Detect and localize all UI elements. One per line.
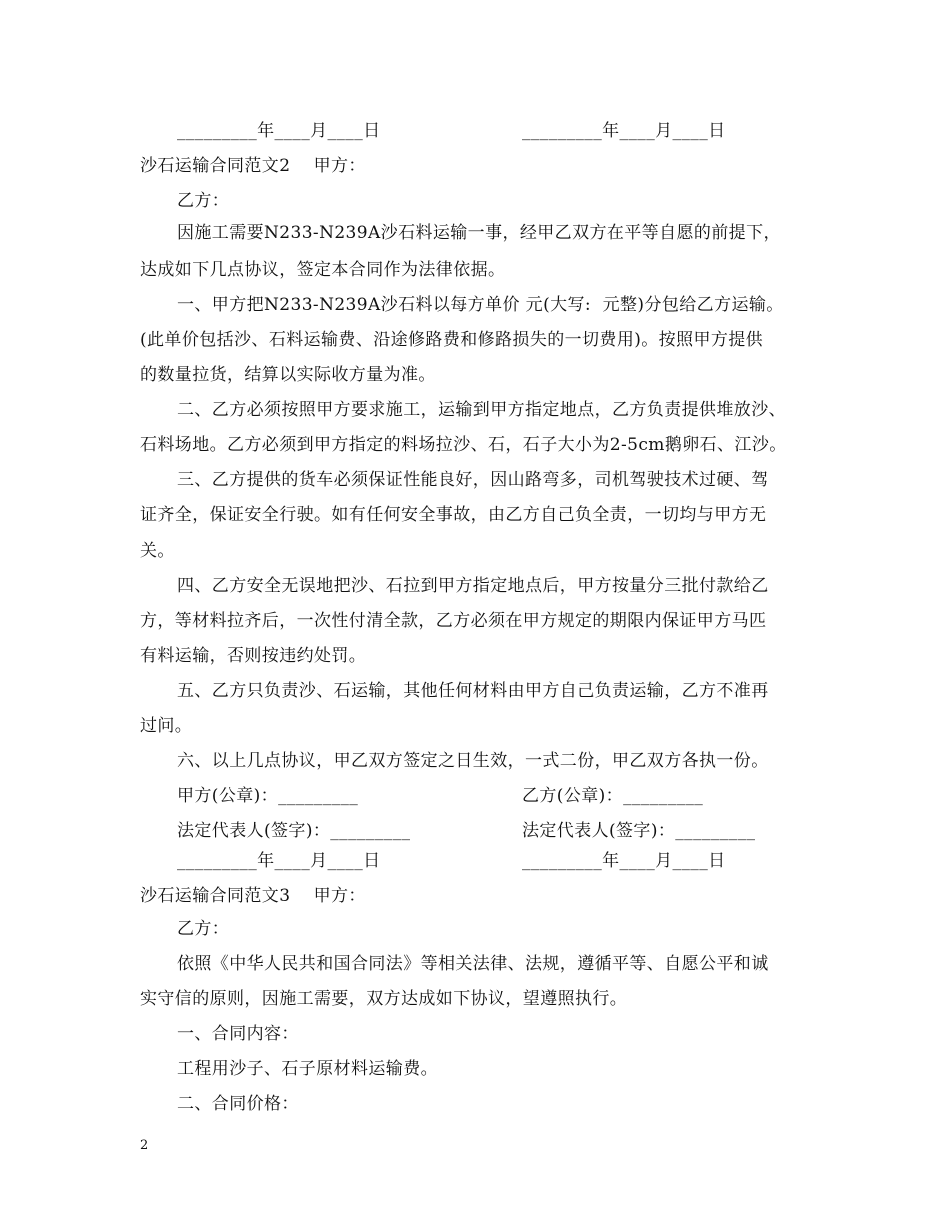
contract-2-heading: 沙石运输合同范文2 甲方： [140, 156, 366, 176]
paragraph-line: 依照《中华人民共和国合同法》等相关法律、法规，遵循平等、自愿公平和诚 [177, 954, 769, 974]
party-a-seal-line: 甲方(公章)：_________ [177, 786, 359, 806]
clause-5-line: 五、乙方只负责沙、石运输，其他任何材料由甲方自己负责运输，乙方不准再 [177, 681, 769, 701]
contract-3-heading: 沙石运输合同范文3 甲方： [140, 886, 366, 906]
date-line-left: _________年____月____日 [177, 121, 381, 141]
date-line-right: _________年____月____日 [522, 851, 726, 871]
clause-4-line: 有料运输，否则按违约处罚。 [140, 646, 367, 666]
clause-6-line: 六、以上几点协议，甲乙双方签定之日生效，一式二份，甲乙双方各执一份。 [177, 751, 769, 771]
section-heading: 二、合同价格： [177, 1094, 299, 1114]
clause-2-line: 石料场地。乙方必须到甲方指定的料场拉沙、石，石子大小为2-5cm鹅卵石、江沙。 [140, 435, 787, 455]
party-b-seal-line: 乙方(公章)：_________ [522, 786, 704, 806]
paragraph-line: 实守信的原则，因施工需要，双方达成如下协议，望遵照执行。 [140, 989, 628, 1009]
section-heading: 一、合同内容： [177, 1024, 299, 1044]
clause-2-line: 二、乙方必须按照甲方要求施工，运输到甲方指定地点，乙方负责提供堆放沙、 [177, 400, 786, 420]
clause-1-line: 一、甲方把N233-N239A沙石料以每方单价 元(大写: 元整)分包给乙方运输。 [177, 295, 784, 315]
clause-5-line: 过问。 [140, 716, 193, 736]
clause-4-line: 方，等材料拉齐后，一次性付清全款，乙方必须在甲方规定的期限内保证甲方马匹 [140, 611, 767, 631]
paragraph-line: 工程用沙子、石子原材料运输费。 [177, 1059, 438, 1079]
paragraph-line: 达成如下几点协议，签定本合同作为法律依据。 [140, 260, 506, 280]
party-b-representative: 法定代表人(签字)：_________ [522, 821, 756, 841]
clause-3-line: 三、乙方提供的货车必须保证性能良好，因山路弯多，司机驾驶技术过硬、驾 [177, 470, 769, 490]
party-b-label: 乙方： [177, 919, 230, 939]
clause-3-line: 证齐全，保证安全行驶。如有任何安全事故，由乙方自己负全责，一切均与甲方无 [140, 505, 767, 525]
clause-4-line: 四、乙方安全无误地把沙、石拉到甲方指定地点后，甲方按量分三批付款给乙 [177, 576, 769, 596]
clause-1-line: 的数量拉货，结算以实际收方量为准。 [140, 365, 436, 385]
date-line-right: _________年____月____日 [522, 121, 726, 141]
party-a-representative: 法定代表人(签字)：_________ [177, 821, 411, 841]
page-number: 2 [140, 1138, 149, 1153]
clause-3-line: 关。 [140, 541, 175, 561]
paragraph-line: 因施工需要N233-N239A沙石料运输一事，经甲乙双方在平等自愿的前提下， [177, 223, 781, 243]
party-b-label: 乙方： [177, 191, 230, 211]
clause-1-line: (此单价包括沙、石料运输费、沿途修路费和修路损失的一切费用)。按照甲方提供 [140, 330, 764, 350]
date-line-left: _________年____月____日 [177, 851, 381, 871]
